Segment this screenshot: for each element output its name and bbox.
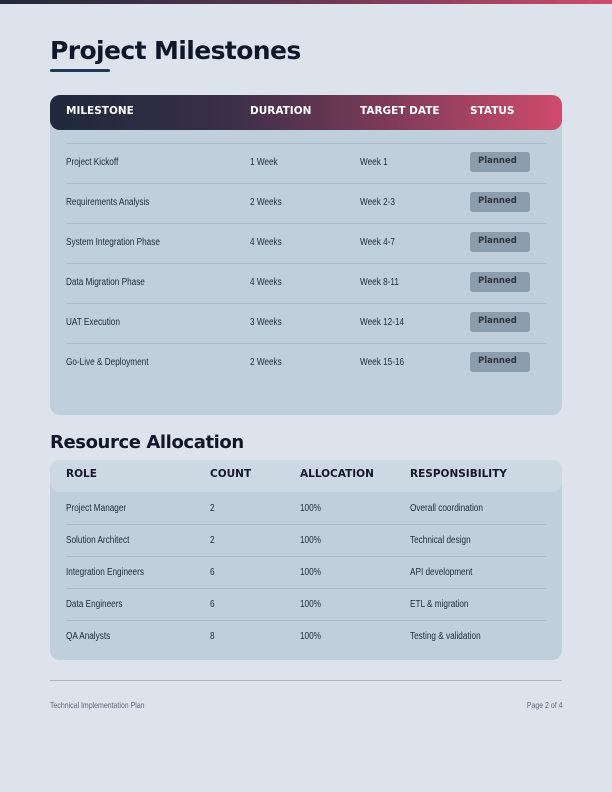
milestone-name: Project Kickoff	[66, 157, 119, 168]
milestone-name: Data Migration Phase	[66, 277, 145, 288]
resource-responsibility: Technical design	[410, 535, 471, 546]
column-header-target-date: TARGET DATE	[360, 105, 440, 117]
table-row	[66, 343, 546, 384]
column-header-allocation: ALLOCATION	[300, 468, 374, 480]
resource-role: Solution Architect	[66, 535, 130, 546]
table-row	[66, 493, 546, 525]
table-row	[66, 223, 546, 264]
resources-table	[50, 460, 562, 660]
milestone-duration: 4 Weeks	[250, 277, 282, 288]
table-row	[66, 303, 546, 344]
milestone-target: Week 4-7	[360, 237, 395, 248]
status-badge: Planned	[470, 312, 530, 332]
resource-allocation: 100%	[300, 631, 321, 642]
resource-responsibility: Testing & validation	[410, 631, 481, 642]
milestone-duration: 2 Weeks	[250, 357, 282, 368]
milestone-name: UAT Execution	[66, 317, 120, 328]
milestone-target: Week 12-14	[360, 317, 405, 328]
milestone-name: Go-Live & Deployment	[66, 357, 149, 368]
milestones-table	[50, 95, 562, 415]
resource-allocation: 100%	[300, 599, 321, 610]
top-accent-bar	[0, 0, 612, 4]
resource-role: Data Engineers	[66, 599, 123, 610]
resource-role: Project Manager	[66, 503, 127, 514]
milestone-duration: 3 Weeks	[250, 317, 282, 328]
status-badge: Planned	[470, 192, 530, 212]
status-badge: Planned	[470, 272, 530, 292]
column-header-milestone: MILESTONE	[66, 105, 134, 117]
column-header-role: ROLE	[66, 468, 97, 480]
milestone-target: Week 15-16	[360, 357, 405, 368]
milestone-target: Week 1	[360, 157, 388, 168]
table-row	[66, 588, 546, 621]
column-header-count: COUNT	[210, 468, 252, 480]
resource-count: 6	[210, 599, 215, 610]
resources-table-header	[50, 460, 562, 492]
column-header-status: STATUS	[470, 105, 515, 117]
title-underline	[50, 69, 110, 72]
milestones-table-header	[50, 95, 562, 130]
milestone-target: Week 2-3	[360, 197, 395, 208]
status-badge: Planned	[470, 352, 530, 372]
resource-count: 6	[210, 567, 215, 578]
milestone-duration: 2 Weeks	[250, 197, 282, 208]
status-badge: Planned	[470, 232, 530, 252]
table-row	[66, 556, 546, 589]
footer-document-title: Technical Implementation Plan	[50, 700, 145, 710]
resource-allocation: 100%	[300, 535, 321, 546]
footer-page-number: Page 2 of 4	[526, 700, 562, 710]
milestone-duration: 1 Week	[250, 157, 278, 168]
column-header-responsibility: RESPONSIBILITY	[410, 468, 507, 480]
resource-allocation: 100%	[300, 503, 321, 514]
resource-count: 2	[210, 535, 215, 546]
table-row	[66, 620, 546, 653]
column-header-duration: DURATION	[250, 105, 312, 117]
resource-role: Integration Engineers	[66, 567, 144, 578]
resource-responsibility: Overall coordination	[410, 503, 483, 514]
milestone-target: Week 8-11	[360, 277, 399, 288]
section-title-resources: Resource Allocation	[50, 432, 244, 453]
resource-count: 2	[210, 503, 215, 514]
table-row	[66, 183, 546, 224]
table-row	[66, 143, 546, 184]
milestone-name: System Integration Phase	[66, 237, 160, 248]
resource-responsibility: ETL & migration	[410, 599, 469, 610]
status-badge: Planned	[470, 152, 530, 172]
footer-divider	[50, 680, 562, 681]
table-row	[66, 263, 546, 304]
milestone-name: Requirements Analysis	[66, 197, 150, 208]
resource-responsibility: API development	[410, 567, 473, 578]
resource-role: QA Analysts	[66, 631, 111, 642]
table-row	[66, 524, 546, 557]
resource-count: 8	[210, 631, 215, 642]
page-title: Project Milestones	[50, 36, 301, 65]
resource-allocation: 100%	[300, 567, 321, 578]
milestone-duration: 4 Weeks	[250, 237, 282, 248]
